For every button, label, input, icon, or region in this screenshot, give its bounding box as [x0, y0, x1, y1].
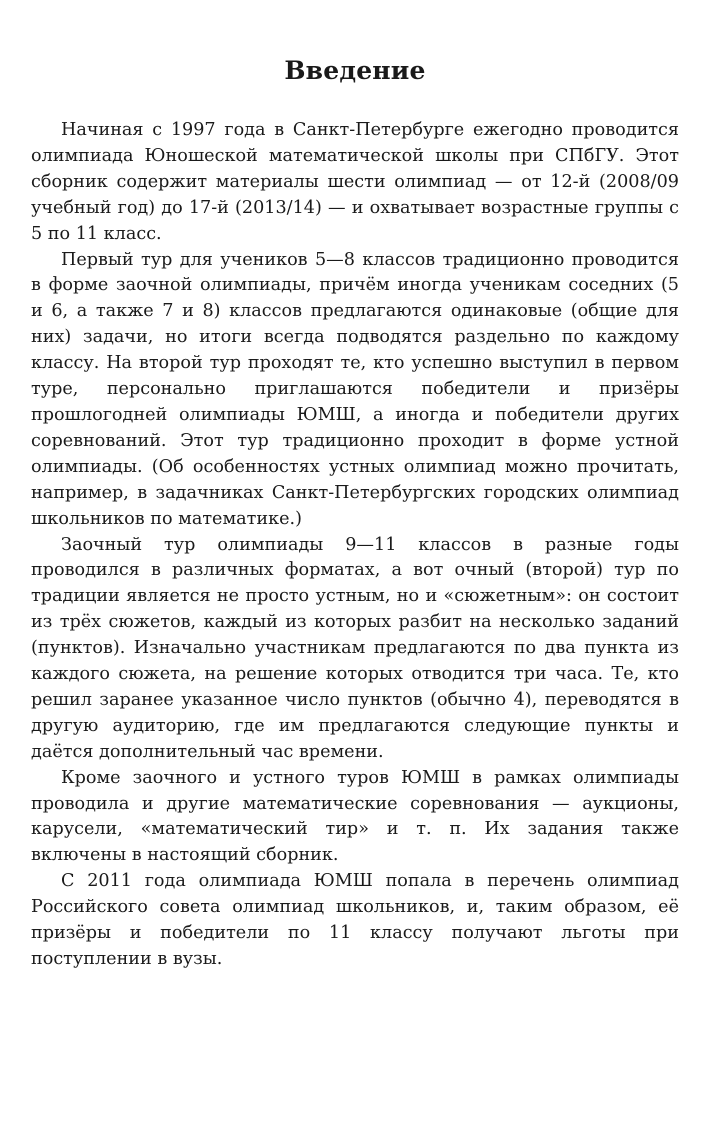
paragraph-1: Начиная с 1997 года в Санкт-Петербурге ежегодно проводится олимпиада Юношеской математической школы при СПбГУ. Этот сборник содержит материалы шести олимпиад — от 12-й (2008/09 учебный год) до 17-й (2013/14) — и охватывает возрастные группы с 5 по 11 класс. [31, 120, 679, 244]
page [31, 54, 679, 973]
paragraph-2: Первый тур для учеников 5—8 классов традиционно проводится в форме заочной олимпиады, причём иногда ученикам соседних (5 и 6, а также 7 и 8) классов предлагаются одинаковые (общие для них) задачи, но итоги всегда подводятся раздельно по каждому классу. На второй тур проходят те, кто успешно выступил в первом туре, персонально приглашаются победители и призёры прошлогодней олимпиады ЮМШ, а иногда и победители других соревнований. Этот тур традиционно проходит в форме устной олимпиады. (Об особенностях устных олимпиад можно прочитать, например, в задачниках Санкт-Петербургских городских олимпиад школьников по математике.) [31, 249, 679, 529]
body-text [31, 118, 679, 973]
page-title: Введение [284, 56, 426, 85]
paragraph-4: Кроме заочного и устного туров ЮМШ в рамках олимпиады проводила и другие математические соревнования — аукционы, карусели, «математический тир» и т. п. Их задания также включены в настоящий сборник. [31, 767, 679, 866]
paragraph-5: С 2011 года олимпиада ЮМШ попала в перечень олимпиад Российского совета олимпиад школьников, и, таким образом, её призёры и победители по 11 классу получают льготы при поступлении в вузы. [31, 871, 679, 969]
paragraph-3: Заочный тур олимпиады 9—11 классов в разные годы проводился в различных форматах, а вот очный (второй) тур по традиции является не просто устным, но и «сюжетным»: он состоит из трёх сюжетов, каждый из которых разбит на несколько заданий (пунктов). Изначально участникам предлагаются по два пункта из каждого сюжета, на решение которых отводится три часа. Те, кто решил заранее указанное число пунктов (обычно 4), переводятся в другую аудиторию, где им предлагаются следующие пункты и даётся дополнительный час времени. [31, 534, 679, 762]
